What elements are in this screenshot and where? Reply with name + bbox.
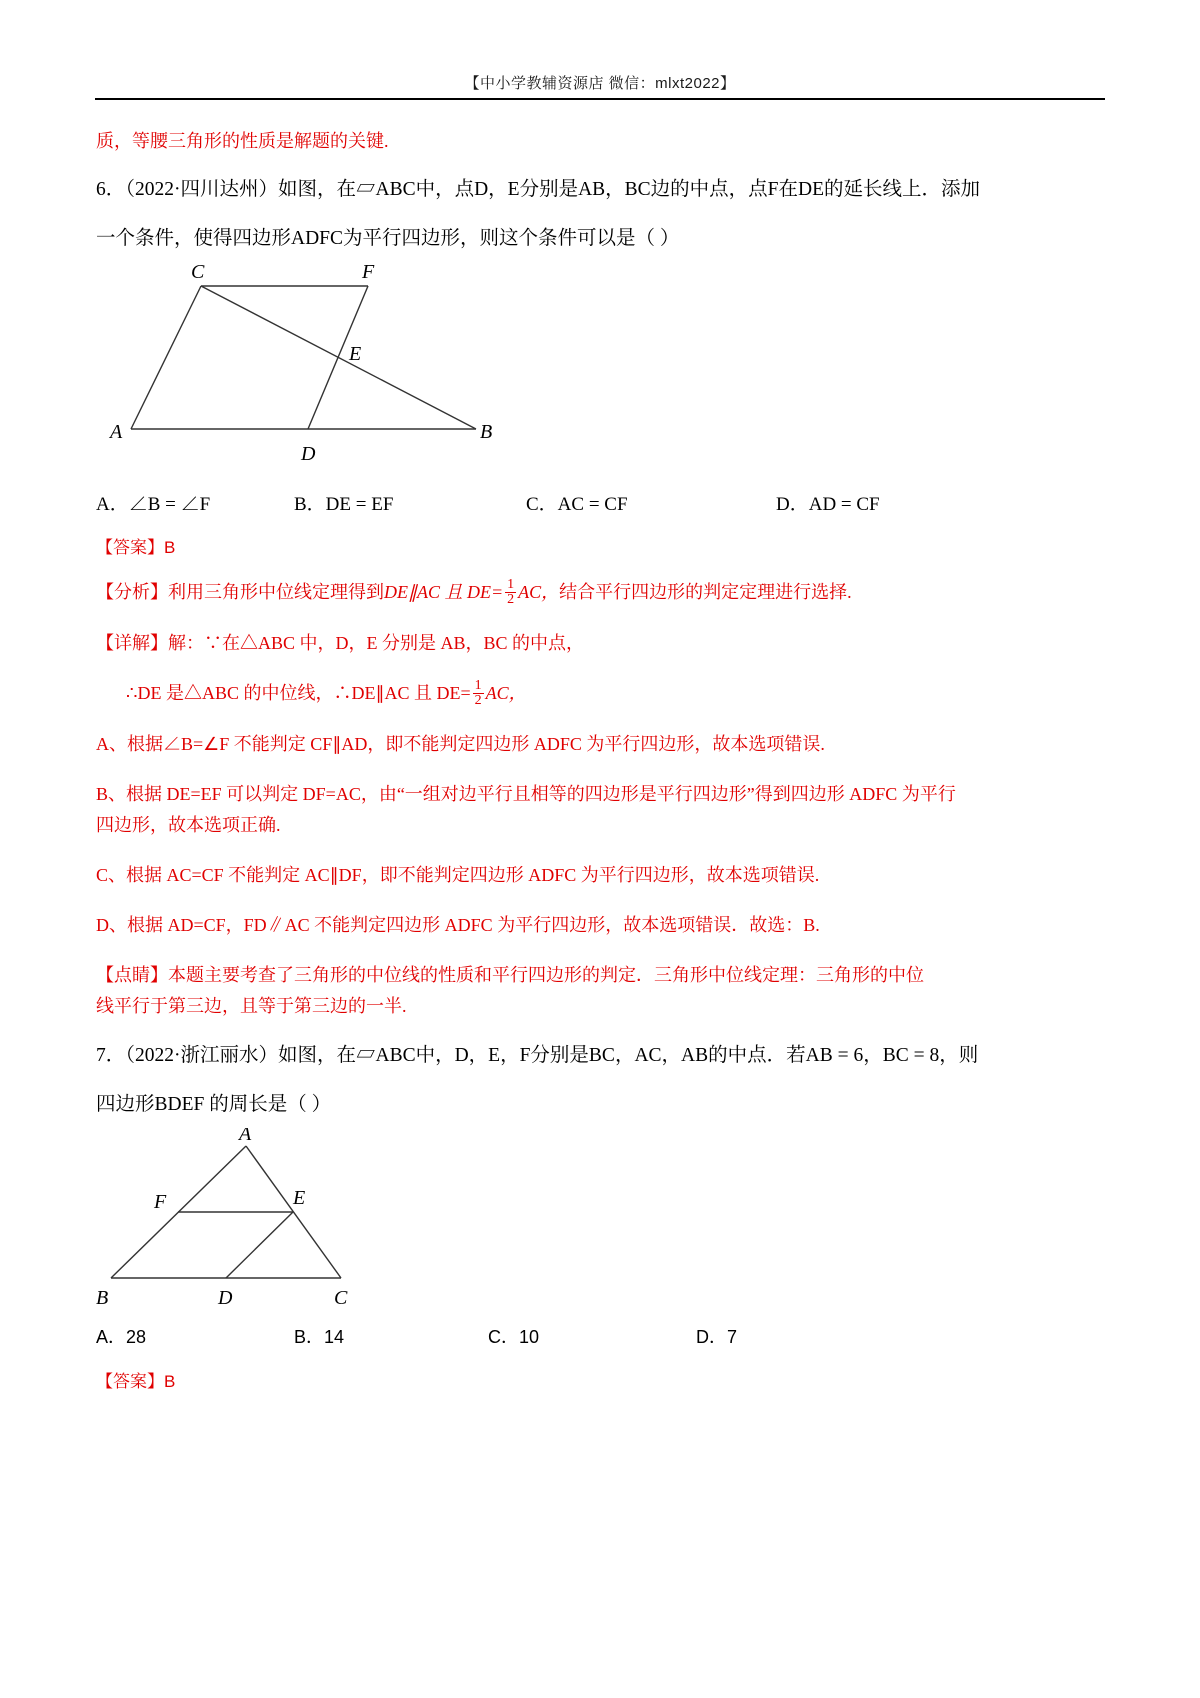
question-7-options <box>96 1323 1108 1349</box>
analysis-fraction <box>505 578 516 608</box>
question-6-option-c-explanation: C、根据 AC=CF 不能判定 AC∥DF，即不能判定四边形 ADFC 为平行四边形，故本选项错误. <box>96 865 820 886</box>
detail-line-2-a: ∴DE 是△ABC 的中位线，∴DE∥AC 且 DE= <box>126 683 471 704</box>
figure-label-C: C <box>191 264 205 283</box>
analysis-tag: 【分析】 <box>96 582 168 602</box>
question-6-option-d-explanation: D、根据 AD=CF，FD∥AC 不能判定四边形 ADFC 为平行四边形，故本选项错误．故选：B. <box>96 915 820 936</box>
question-6-option-b-explanation-line-2: 四边形，故本选项正确. <box>96 815 281 836</box>
figure-label-C: C <box>334 1287 348 1309</box>
question-7-stem-line-2: 四边形BDEF 的周长是（ ） <box>96 1094 332 1116</box>
figure-label-A: A <box>239 1128 252 1146</box>
option-A[interactable]: A．28 <box>96 1327 147 1348</box>
figure-label-D: D <box>218 1287 233 1309</box>
detail-line-2-b: AC， <box>485 683 527 704</box>
tip-tag: 【点睛】 <box>96 965 168 986</box>
option-D[interactable]: D．AD = CF <box>776 494 880 515</box>
option-A[interactable]: A．∠B = ∠F <box>96 494 211 515</box>
document-content <box>96 126 1108 1411</box>
figure-label-F: F <box>154 1191 167 1214</box>
fraction-numerator: 1 <box>507 576 515 592</box>
analysis-text-4: 结合平行四边形的判定定理进行选择. <box>559 582 852 602</box>
header-divider <box>95 98 1105 100</box>
question-6-detail-line-1 <box>96 628 1108 659</box>
figure-label-A: A <box>110 421 123 443</box>
option-C[interactable]: C．10 <box>488 1327 540 1348</box>
question-6-option-a-explanation: A、根据∠B=∠F 不能判定 CF∥AD，即不能判定四边形 ADFC 为平行四边形，故本选项错误. <box>96 734 825 755</box>
fraction-denominator: 2 <box>507 592 515 608</box>
analysis-text-3: AC， <box>518 582 560 602</box>
question-7-answer <box>96 1367 1108 1392</box>
fraction-denominator: 2 <box>474 693 482 709</box>
tip-line-1-text: 本题主要考查了三角形的中位线的性质和平行四边形的判定．三角形中位线定理：三角形的中位 <box>168 965 924 986</box>
question-6-tip-line-1 <box>96 960 1108 991</box>
option-B[interactable]: B．DE = EF <box>294 494 394 515</box>
answer-value: B <box>164 538 176 557</box>
question-6-figure <box>96 264 1108 479</box>
question-6-tip-line-2: 线平行于第三边，且等于第三边的一半. <box>96 996 407 1017</box>
question-6-answer <box>96 533 1108 558</box>
detail-fraction <box>473 679 484 709</box>
figure-label-B: B <box>480 421 493 443</box>
figure-label-E: E <box>349 343 362 365</box>
continuation-line: 质，等腰三角形的性质是解题的关键. <box>96 131 389 151</box>
question-6-stem-line-2: 一个条件，使得四边形ADFC为平行四边形，则这个条件可以是（ ） <box>96 228 680 249</box>
figure-label-F: F <box>362 264 375 283</box>
question-6-option-b-explanation-line-1: B、根据 DE=EF 可以判定 DF=AC，由“一组对边平行且相等的四边形是平行四边形”得到四边形 ADFC 为平行 <box>96 784 956 805</box>
figure-label-D: D <box>301 443 316 465</box>
option-D[interactable]: D．7 <box>696 1327 738 1348</box>
analysis-text-1: 利用三角形中位线定理得到 <box>168 582 384 602</box>
question-6-stem-line-1: 6．（2022·四川达州）如图，在▱ABC中，点D，E分别是AB，BC边的中点，点F在DE的延长线上．添加 <box>96 179 981 200</box>
figure-label-B: B <box>96 1287 109 1309</box>
detail-line-1-text: 解：∵在△ABC 中，D，E 分别是 AB，BC 的中点， <box>168 633 585 654</box>
page-header-watermark: 【中小学教辅资源店 微信：mlxt2022】 <box>464 75 736 92</box>
question-7-stem-line-1: 7．（2022·浙江丽水）如图，在▱ABC中，D，E，F分别是BC，AC，AB的中点．若AB = 6，BC = 8，则 <box>96 1045 979 1067</box>
detail-tag: 【详解】 <box>96 633 168 654</box>
option-B[interactable]: B．14 <box>294 1327 345 1348</box>
figure-label-E: E <box>293 1187 306 1210</box>
answer-tag: 【答案】 <box>96 538 164 557</box>
analysis-text-2: DE∥AC 且 DE= <box>384 582 504 602</box>
answer-tag: 【答案】 <box>96 1372 164 1392</box>
question-6-options <box>96 489 1108 515</box>
fraction-numerator: 1 <box>474 677 482 693</box>
question-7-figure <box>96 1128 1108 1313</box>
question-6-analysis <box>96 577 1108 609</box>
option-C[interactable]: C．AC = CF <box>526 494 628 515</box>
answer-value: B <box>164 1372 176 1392</box>
question-6-detail-line-2 <box>96 678 1108 710</box>
